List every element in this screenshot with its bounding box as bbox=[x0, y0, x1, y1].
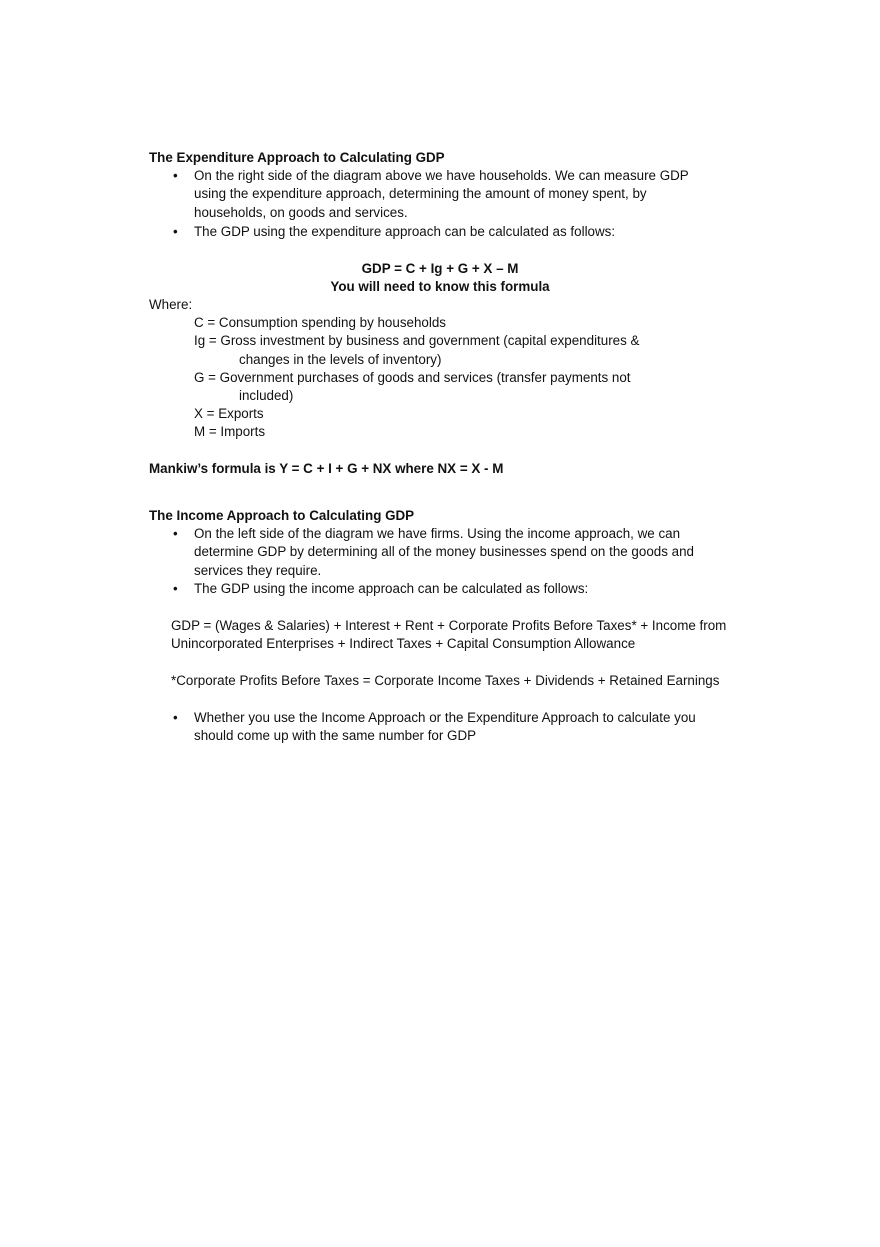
expenditure-bullet-list bbox=[149, 167, 749, 241]
definition-g-continued: included) bbox=[239, 388, 294, 404]
income-formula-line: GDP = (Wages & Salaries) + Interest + Rent + Corporate Profits Before Taxes* + Income from bbox=[171, 618, 727, 633]
bullet-icon: • bbox=[173, 710, 178, 725]
list-item bbox=[149, 223, 749, 241]
expenditure-section bbox=[149, 149, 749, 241]
list-item bbox=[149, 580, 749, 598]
list-item bbox=[149, 709, 749, 745]
definitions-section bbox=[149, 296, 749, 442]
definition-m: M = Imports bbox=[194, 424, 266, 440]
income-formula-line: Unincorporated Enterprises + Indirect Taxes + Capital Consumption Allowance bbox=[171, 636, 636, 652]
bullet-icon: • bbox=[173, 223, 178, 239]
definition-ig: Ig = Gross investment by business and government (capital expenditures & bbox=[194, 333, 640, 349]
conclusion-section bbox=[149, 709, 749, 745]
bullet-line: On the right side of the diagram above we have households. We can measure GDP bbox=[194, 168, 689, 184]
where-label: Where: bbox=[149, 297, 193, 312]
bullet-line: determine GDP by determining all of the money businesses spend on the goods and bbox=[194, 544, 694, 560]
definition-list bbox=[149, 314, 749, 441]
bullet-line: On the left side of the diagram we have firms. Using the income approach, we can bbox=[194, 526, 681, 542]
mankiw-formula: Mankiw’s formula is Y = C + I + G + NX where NX = X - M bbox=[149, 461, 504, 476]
footnote-text: *Corporate Profits Before Taxes = Corporate Income Taxes + Dividends + Retained Earnings bbox=[171, 673, 720, 688]
bullet-line: The GDP using the income approach can be calculated as follows: bbox=[194, 580, 589, 596]
bullet-icon: • bbox=[173, 580, 178, 596]
definition-ig-continued: changes in the levels of inventory) bbox=[239, 351, 442, 367]
formula-note: You will need to know this formula bbox=[330, 279, 550, 295]
income-section bbox=[149, 507, 749, 598]
mankiw-section bbox=[149, 460, 749, 478]
income-formula-block bbox=[171, 617, 771, 653]
bullet-icon: • bbox=[173, 526, 178, 542]
conclusion-bullet-list bbox=[149, 709, 749, 745]
income-heading: The Income Approach to Calculating GDP bbox=[149, 508, 415, 523]
definition-c: C = Consumption spending by households bbox=[194, 315, 446, 331]
bullet-line: services they require. bbox=[194, 562, 322, 578]
bullet-icon: • bbox=[173, 168, 178, 184]
expenditure-formula: GDP = C + Ig + G + X – M bbox=[361, 261, 519, 276]
list-item bbox=[149, 525, 749, 580]
bullet-line: Whether you use the Income Approach or the Expenditure Approach to calculate you bbox=[194, 710, 696, 725]
bullet-line: households, on goods and services. bbox=[194, 204, 408, 220]
footnote-block bbox=[171, 672, 771, 690]
bullet-line: using the expenditure approach, determining the amount of money spent, by bbox=[194, 186, 647, 202]
bullet-line: should come up with the same number for GDP bbox=[194, 728, 477, 744]
income-bullet-list bbox=[149, 525, 749, 598]
definition-x: X = Exports bbox=[194, 406, 264, 422]
list-item bbox=[149, 167, 749, 222]
expenditure-formula-block bbox=[149, 260, 731, 296]
bullet-line: The GDP using the expenditure approach can be calculated as follows: bbox=[194, 223, 616, 239]
definition-g: G = Government purchases of goods and services (transfer payments not bbox=[194, 369, 631, 385]
expenditure-heading: The Expenditure Approach to Calculating GDP bbox=[149, 150, 445, 165]
